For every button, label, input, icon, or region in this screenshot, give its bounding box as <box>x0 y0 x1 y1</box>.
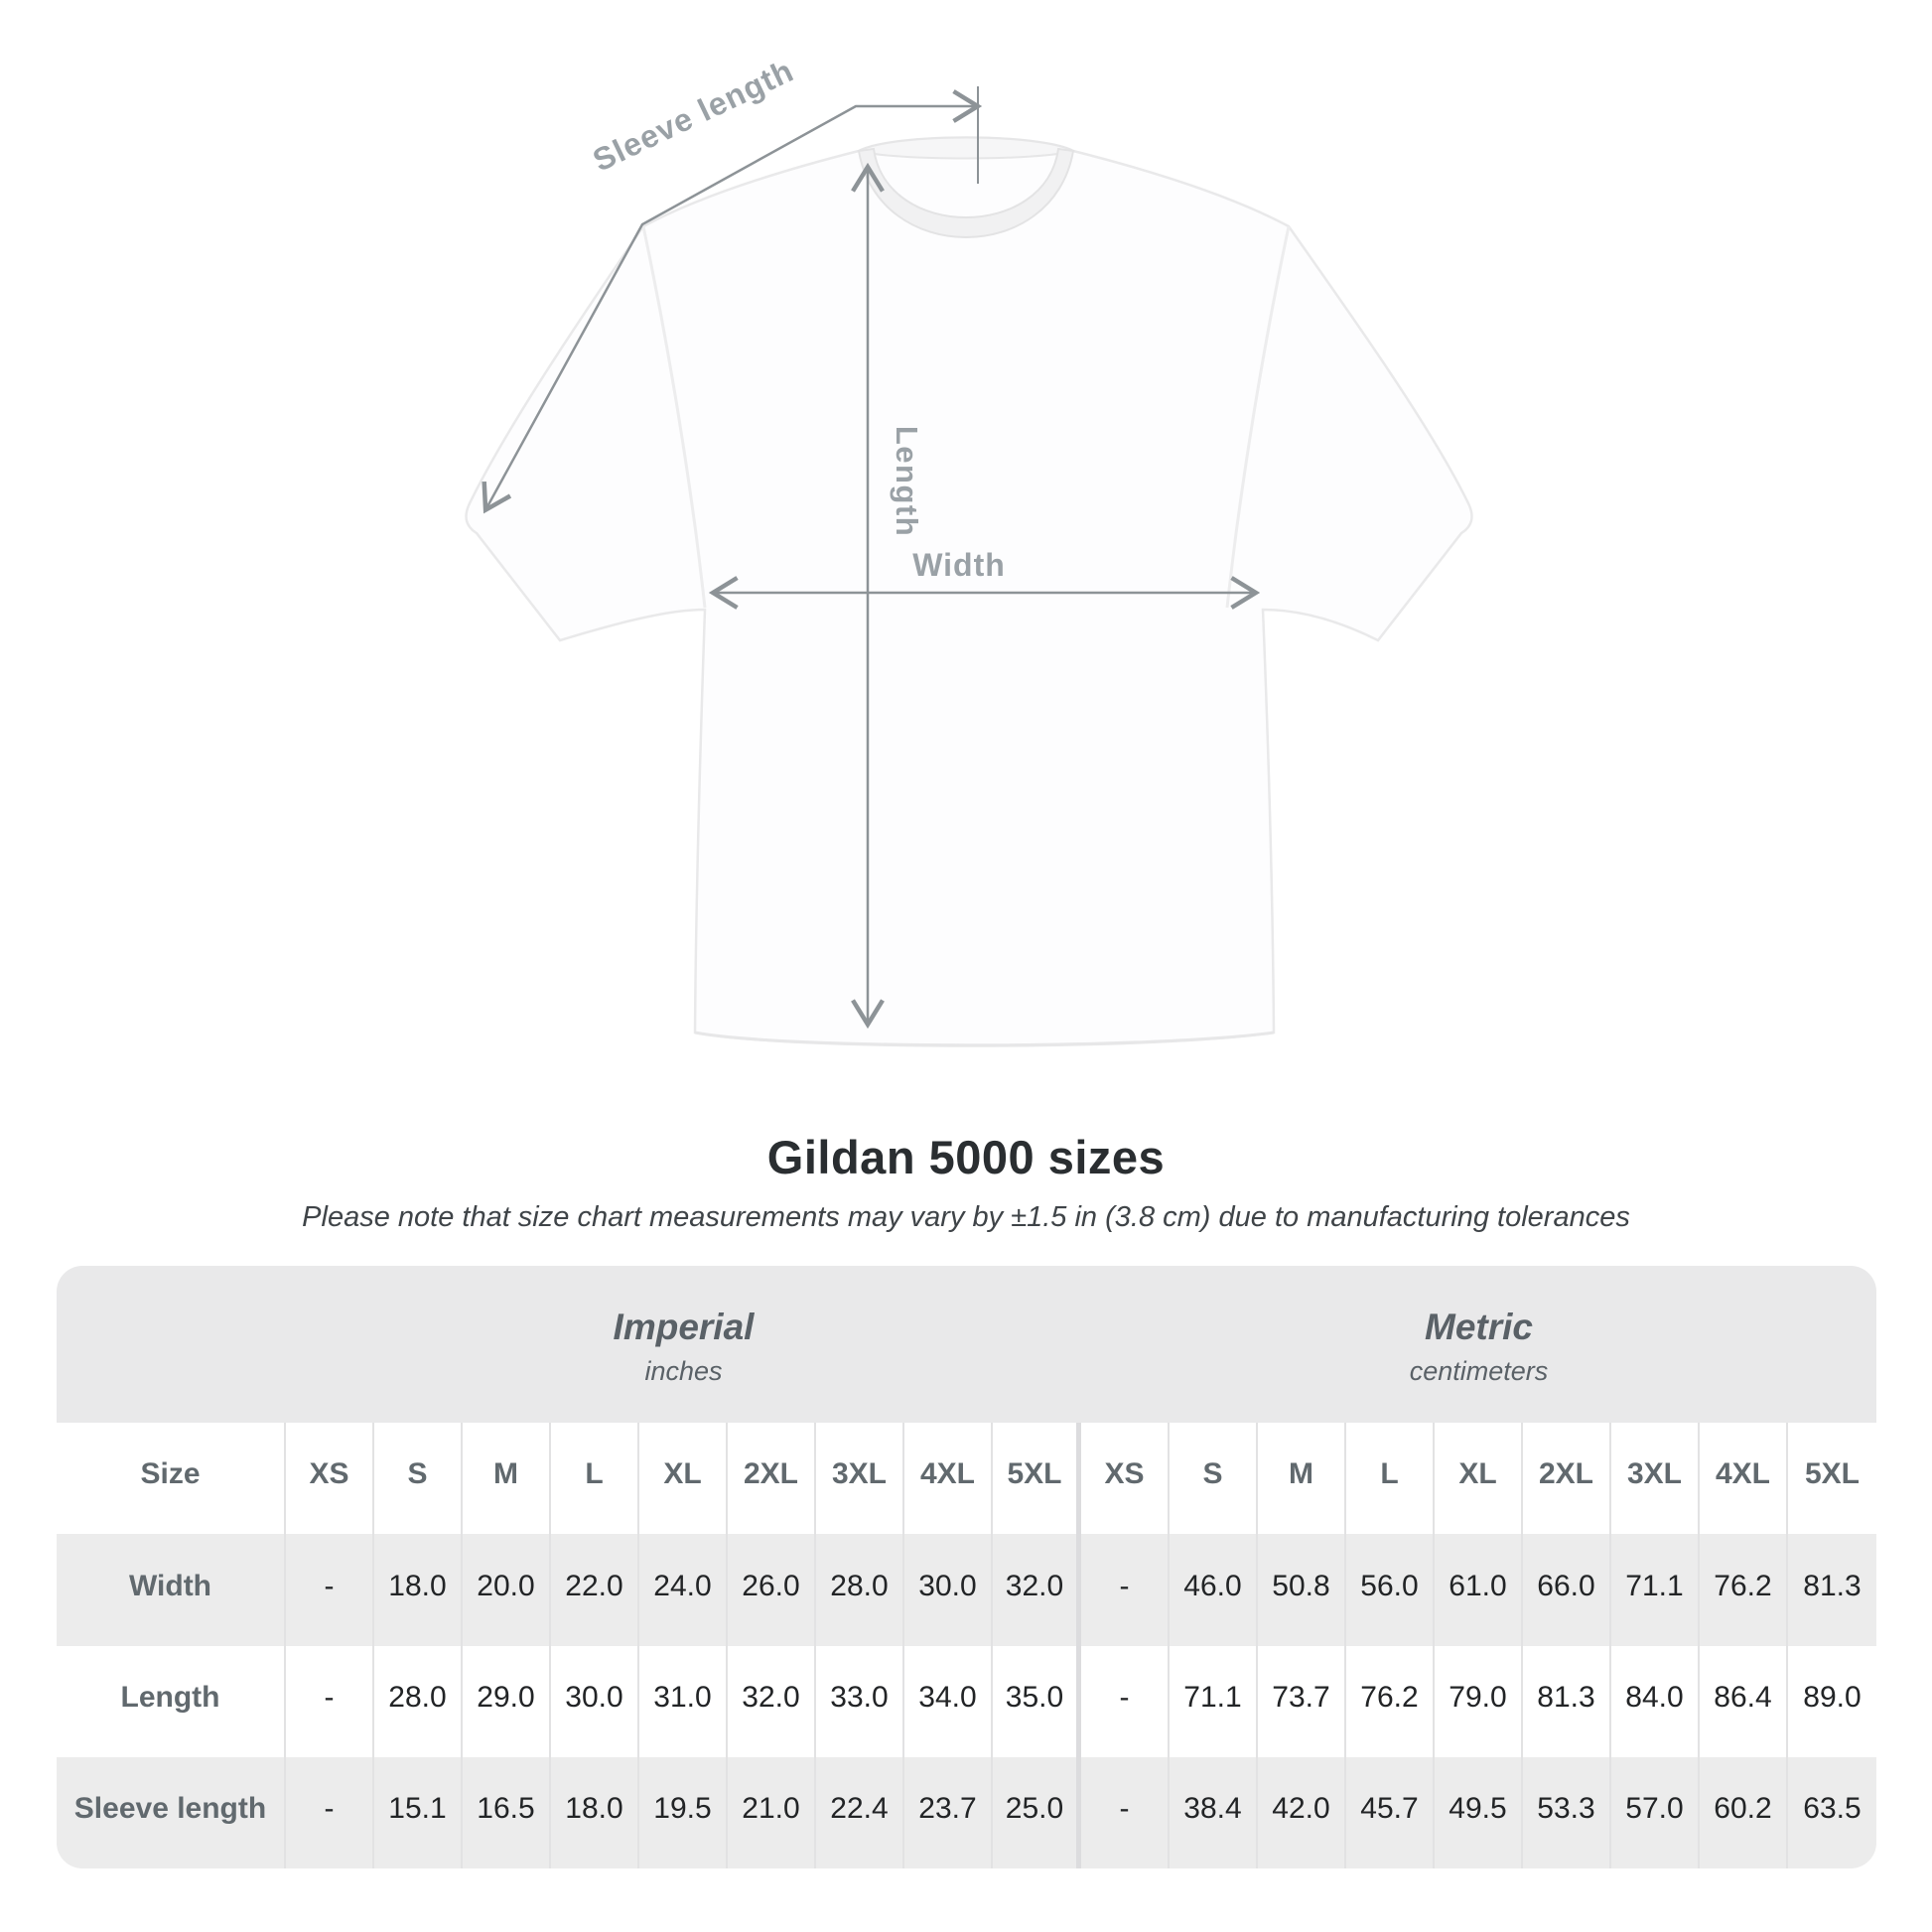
value-cell-metric: 73.7 <box>1258 1646 1346 1757</box>
size-header-metric: S <box>1170 1423 1258 1534</box>
size-table <box>57 1266 1876 1868</box>
value-cell-imperial: 30.0 <box>551 1646 639 1757</box>
table-header-band <box>57 1266 286 1423</box>
size-header-metric: 3XL <box>1611 1423 1700 1534</box>
width-label: Width <box>912 547 1006 583</box>
value-cell-imperial: 29.0 <box>463 1646 551 1757</box>
size-header-metric: M <box>1258 1423 1346 1534</box>
size-header-imperial: 5XL <box>993 1423 1081 1534</box>
metric-group-header <box>1081 1266 1876 1423</box>
value-cell-metric: 53.3 <box>1523 1757 1611 1868</box>
value-cell-imperial: 33.0 <box>816 1646 904 1757</box>
value-cell-imperial: 25.0 <box>993 1757 1081 1868</box>
value-cell-imperial: 28.0 <box>816 1534 904 1646</box>
row-label: Length <box>57 1646 286 1757</box>
size-header-imperial: 2XL <box>728 1423 816 1534</box>
metric-unit-label: centimeters <box>1409 1355 1549 1386</box>
length-label: Length <box>890 425 924 538</box>
size-header-metric: XL <box>1435 1423 1523 1534</box>
value-cell-metric: 81.3 <box>1523 1646 1611 1757</box>
value-cell-metric: 79.0 <box>1435 1646 1523 1757</box>
value-cell-metric: 71.1 <box>1170 1646 1258 1757</box>
size-header-imperial: L <box>551 1423 639 1534</box>
value-cell-metric: 57.0 <box>1611 1757 1700 1868</box>
value-cell-imperial: - <box>286 1757 374 1868</box>
row-label: Sleeve length <box>57 1757 286 1868</box>
value-cell-metric: 89.0 <box>1788 1646 1876 1757</box>
value-cell-metric: 49.5 <box>1435 1757 1523 1868</box>
value-cell-metric: 84.0 <box>1611 1646 1700 1757</box>
size-header-imperial: XL <box>639 1423 728 1534</box>
size-header-imperial: S <box>374 1423 463 1534</box>
value-cell-metric: 46.0 <box>1170 1534 1258 1646</box>
value-cell-metric: 56.0 <box>1346 1534 1435 1646</box>
value-cell-imperial: 18.0 <box>374 1534 463 1646</box>
value-cell-imperial: 22.4 <box>816 1757 904 1868</box>
value-cell-imperial: 15.1 <box>374 1757 463 1868</box>
value-cell-imperial: 19.5 <box>639 1757 728 1868</box>
sleeve-length-label: Sleeve length <box>587 52 799 179</box>
value-cell-metric: 81.3 <box>1788 1534 1876 1646</box>
value-cell-imperial: 16.5 <box>463 1757 551 1868</box>
value-cell-metric: 60.2 <box>1700 1757 1788 1868</box>
value-cell-imperial: 32.0 <box>993 1534 1081 1646</box>
value-cell-imperial: 21.0 <box>728 1757 816 1868</box>
value-cell-metric: - <box>1081 1646 1170 1757</box>
value-cell-imperial: 32.0 <box>728 1646 816 1757</box>
size-header-metric: 4XL <box>1700 1423 1788 1534</box>
value-cell-imperial: 28.0 <box>374 1646 463 1757</box>
page-title: Gildan 5000 sizes <box>766 1131 1166 1183</box>
size-header-imperial: 3XL <box>816 1423 904 1534</box>
size-column-header: Size <box>57 1423 286 1534</box>
value-cell-imperial: - <box>286 1646 374 1757</box>
size-header-metric: L <box>1346 1423 1435 1534</box>
size-header-metric: XS <box>1081 1423 1170 1534</box>
value-cell-imperial: 35.0 <box>993 1646 1081 1757</box>
size-header-imperial: 4XL <box>904 1423 993 1534</box>
value-cell-imperial: 26.0 <box>728 1534 816 1646</box>
tolerance-note: Please note that size chart measurements may vary by ±1.5 in (3.8 cm) due to manufacturing tolerances <box>302 1201 1630 1233</box>
value-cell-imperial: 30.0 <box>904 1534 993 1646</box>
size-header-imperial: M <box>463 1423 551 1534</box>
value-cell-metric: 45.7 <box>1346 1757 1435 1868</box>
value-cell-metric: 61.0 <box>1435 1534 1523 1646</box>
imperial-unit-label: inches <box>644 1355 723 1386</box>
size-header-metric: 2XL <box>1523 1423 1611 1534</box>
value-cell-imperial: - <box>286 1534 374 1646</box>
value-cell-imperial: 34.0 <box>904 1646 993 1757</box>
value-cell-imperial: 31.0 <box>639 1646 728 1757</box>
value-cell-metric: 50.8 <box>1258 1534 1346 1646</box>
value-cell-metric: 38.4 <box>1170 1757 1258 1868</box>
size-header-imperial: XS <box>286 1423 374 1534</box>
value-cell-metric: 86.4 <box>1700 1646 1788 1757</box>
value-cell-metric: 66.0 <box>1523 1534 1611 1646</box>
value-cell-imperial: 23.7 <box>904 1757 993 1868</box>
value-cell-metric: 76.2 <box>1346 1646 1435 1757</box>
value-cell-metric: 76.2 <box>1700 1534 1788 1646</box>
value-cell-metric: - <box>1081 1534 1170 1646</box>
metric-label: Metric <box>1425 1306 1533 1347</box>
value-cell-imperial: 24.0 <box>639 1534 728 1646</box>
value-cell-imperial: 20.0 <box>463 1534 551 1646</box>
value-cell-metric: 42.0 <box>1258 1757 1346 1868</box>
imperial-label: Imperial <box>613 1306 755 1347</box>
value-cell-metric: - <box>1081 1757 1170 1868</box>
value-cell-imperial: 18.0 <box>551 1757 639 1868</box>
imperial-group-header <box>286 1266 1081 1423</box>
value-cell-metric: 71.1 <box>1611 1534 1700 1646</box>
size-header-metric: 5XL <box>1788 1423 1876 1534</box>
row-label: Width <box>57 1534 286 1646</box>
value-cell-metric: 63.5 <box>1788 1757 1876 1868</box>
value-cell-imperial: 22.0 <box>551 1534 639 1646</box>
